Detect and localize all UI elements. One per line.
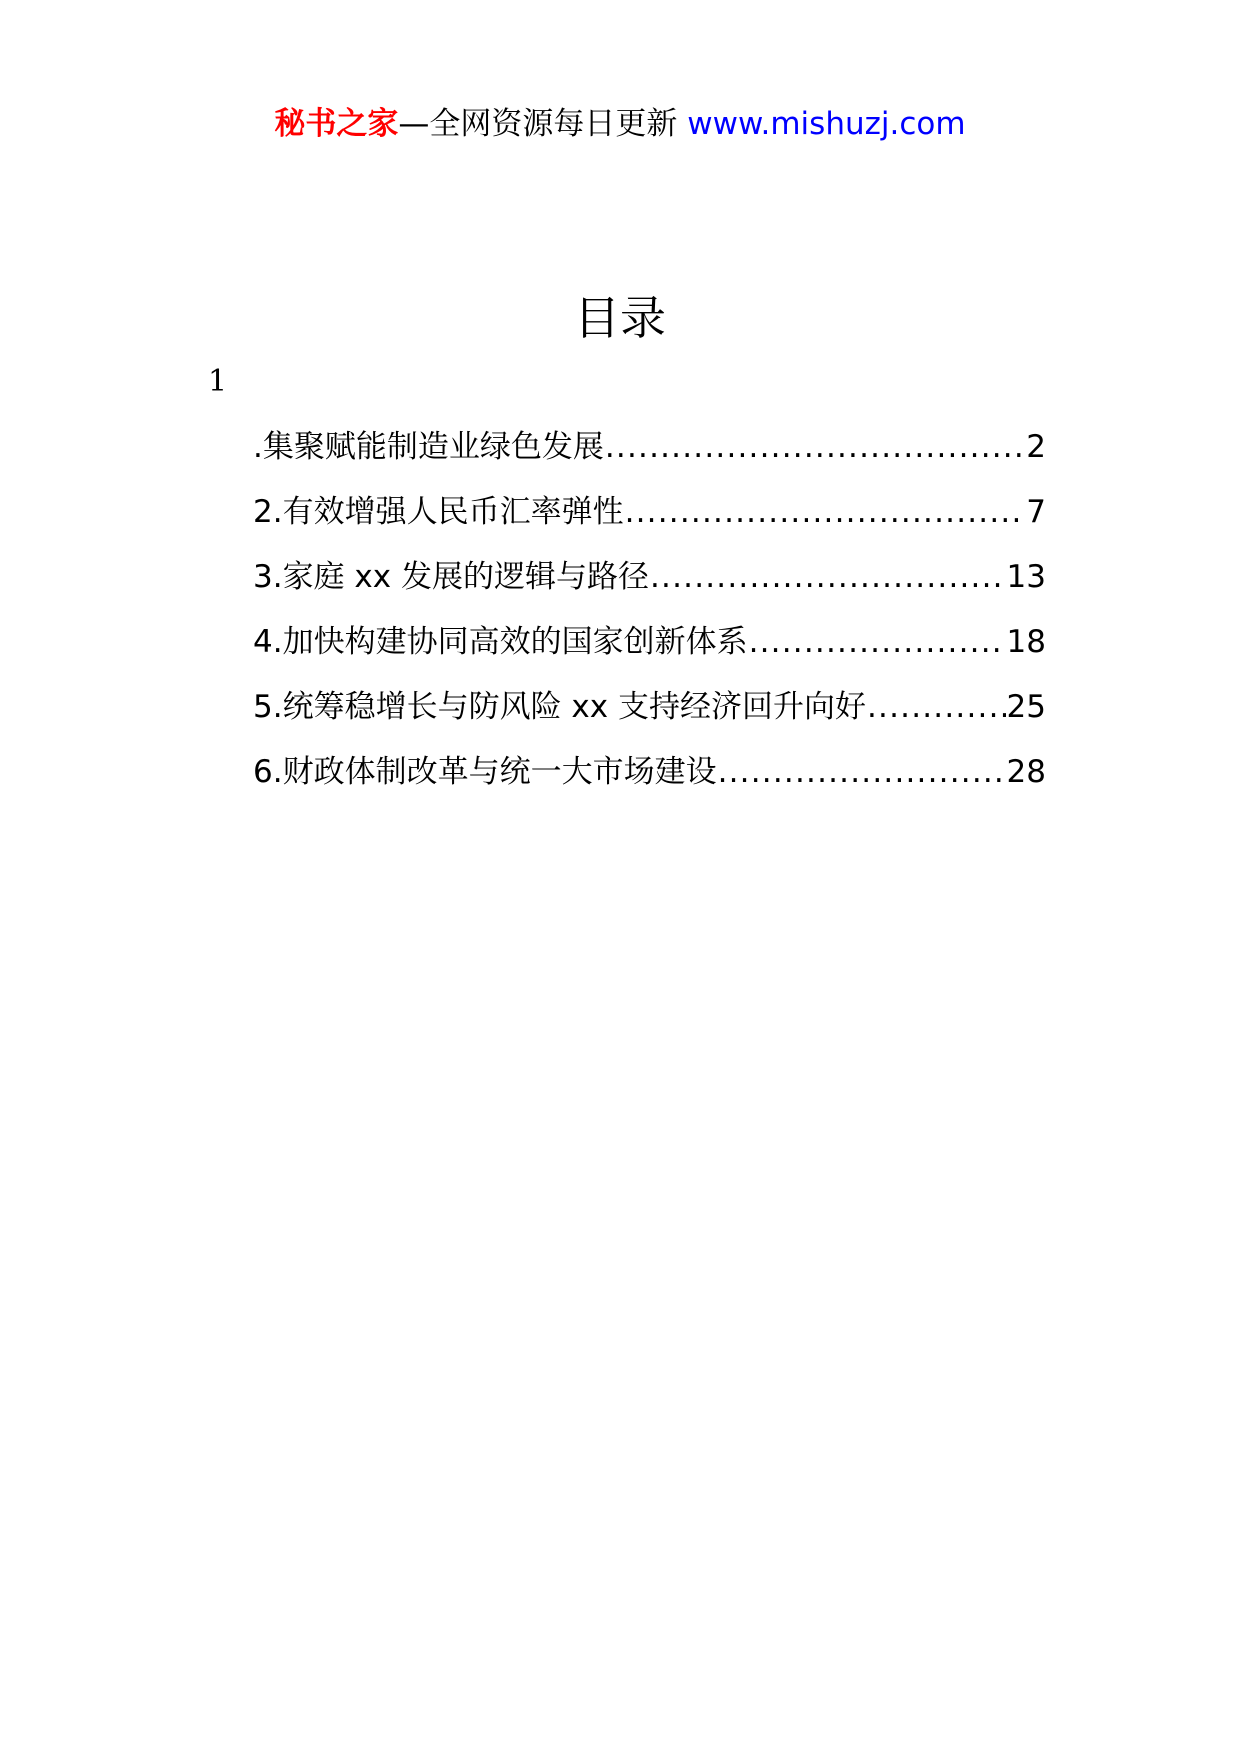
toc-entry-label: 5.统筹稳增长与防风险 xx 支持经济回升向好 <box>253 689 866 725</box>
toc-dot-leader <box>867 684 1006 730</box>
toc-entry[interactable] <box>253 619 1046 684</box>
toc-dot-leader <box>625 489 1026 535</box>
toc-dot-leader <box>605 424 1025 470</box>
toc-entry-label: 2.有效增强人民币汇率弹性 <box>253 494 624 530</box>
toc-entry-page: 13 <box>1006 559 1046 595</box>
toc-dot-leader <box>650 554 1006 600</box>
brand-name: 秘书之家 <box>274 106 399 142</box>
toc-entry[interactable] <box>253 554 1046 619</box>
toc-entry-label: 6.财政体制改革与统一大市场建设 <box>253 754 717 790</box>
toc-entry[interactable] <box>253 489 1046 554</box>
toc-dot-leader <box>749 619 1006 665</box>
toc-entry-page: 28 <box>1006 754 1046 790</box>
toc-entry-label: 4.加快构建协同高效的国家创新体系 <box>253 624 748 660</box>
toc-list <box>253 424 1046 814</box>
toc-entry-page: 18 <box>1006 624 1046 660</box>
toc-number-marker: 1 <box>208 364 228 399</box>
header-tagline: —全网资源每日更新 <box>398 106 678 142</box>
page-header <box>0 100 1240 148</box>
site-url-link[interactable]: www.mishuzj.com <box>687 106 966 142</box>
toc-entry-label: 3.家庭 xx 发展的逻辑与路径 <box>253 559 649 595</box>
toc-entry-label: .集聚赋能制造业绿色发展 <box>253 429 604 465</box>
toc-dot-leader <box>718 749 1006 795</box>
toc-entry[interactable] <box>253 749 1046 814</box>
toc-entry-page: 25 <box>1006 689 1046 725</box>
toc-entry[interactable] <box>253 684 1046 749</box>
toc-entry[interactable] <box>253 424 1046 489</box>
toc-title: 目录 <box>574 291 666 345</box>
toc-entry-page: 2 <box>1026 429 1046 465</box>
toc-entry-page: 7 <box>1026 494 1046 530</box>
